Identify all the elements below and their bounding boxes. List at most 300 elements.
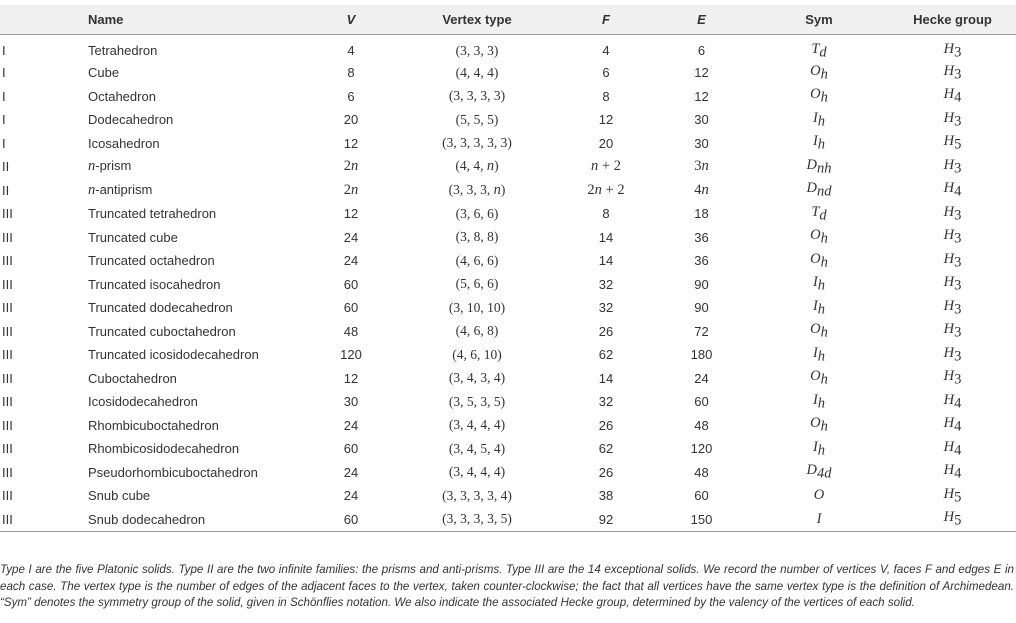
symmetry-subscript: h (817, 348, 826, 365)
solid-name-cell (88, 508, 306, 532)
table-row (0, 202, 1016, 226)
vertex-type-cell: (3, 3, 3, 3) (448, 88, 506, 104)
hecke-subscript: 5 (954, 136, 962, 153)
faces-cell: 6 (602, 65, 610, 81)
solid-type-cell: III (2, 276, 13, 292)
symmetry-cell (749, 108, 889, 132)
edges-cell: 90 (694, 276, 709, 292)
name-text: Cuboctahedron (88, 370, 177, 386)
hecke-subscript: 3 (954, 324, 962, 341)
vertices-cell: 120 (340, 347, 362, 363)
vertex-type-cell: (3, 8, 8) (455, 229, 499, 245)
solid-type-cell: I (2, 65, 6, 81)
hecke-cell (889, 179, 1016, 203)
edges-variable: n (701, 158, 709, 175)
hecke-cell (889, 320, 1016, 344)
symmetry-letter: O (810, 368, 821, 385)
faces-variable: n (591, 158, 599, 175)
vertices-cell: 24 (343, 229, 359, 245)
edges-cell: 60 (694, 488, 709, 504)
edges-cell: 60 (694, 394, 709, 410)
hecke-cell (889, 484, 1016, 508)
hecke-subscript: 3 (954, 113, 962, 130)
vertex-type-cell: (4, 6, 6) (455, 252, 499, 268)
symmetry-letter: I (812, 109, 818, 126)
table-row (0, 273, 1016, 297)
symmetry-subscript: h (820, 89, 828, 106)
faces-cell: 32 (598, 276, 614, 292)
column-header-hecke-group: Hecke group (913, 11, 992, 27)
symmetry-letter: O (813, 487, 825, 504)
hecke-cell (889, 34, 1016, 61)
hecke-cell (889, 367, 1016, 391)
hecke-subscript: 4 (954, 89, 962, 106)
faces-cell: 32 (598, 300, 614, 316)
table-row (0, 85, 1016, 109)
hecke-cell (889, 108, 1016, 132)
table-row (0, 437, 1016, 461)
solid-name-cell (88, 390, 306, 414)
faces-cell (558, 179, 654, 203)
polyhedra-table (0, 5, 1016, 532)
symmetry-subscript: h (820, 418, 828, 435)
hecke-subscript: 3 (954, 160, 962, 177)
solid-type-cell: I (2, 88, 6, 104)
vertex-type-suffix: ) (500, 181, 506, 197)
name-text: Dodecahedron (88, 112, 174, 128)
hecke-subscript: 3 (954, 66, 962, 83)
vertices-cell: 24 (343, 464, 359, 480)
edges-cell (654, 179, 749, 203)
vertices-cell: 12 (343, 370, 359, 386)
vertex-type-cell (396, 155, 558, 179)
name-variable: n (88, 158, 96, 175)
hecke-letter: H (943, 297, 955, 314)
vertices-cell: 30 (343, 394, 359, 410)
vertex-type-cell: (3, 3, 3) (455, 42, 499, 58)
symmetry-cell (749, 367, 889, 391)
symmetry-letter: O (810, 250, 821, 267)
column-header-faces: F (602, 11, 610, 27)
edges-cell: 48 (694, 464, 709, 480)
table-row (0, 155, 1016, 179)
faces-cell: 38 (598, 488, 614, 504)
hecke-letter: H (943, 109, 955, 126)
vertices-cell: 60 (343, 441, 359, 457)
hecke-subscript: 3 (954, 348, 962, 365)
symmetry-letter: I (812, 297, 818, 314)
symmetry-cell (749, 179, 889, 203)
symmetry-letter: O (810, 227, 821, 244)
solid-type-cell: III (2, 347, 13, 363)
vertex-type-variable: n (486, 158, 495, 175)
faces-cell: 14 (598, 229, 614, 245)
faces-cell (558, 155, 654, 179)
solid-type-cell: III (2, 253, 13, 269)
hecke-subscript: 4 (954, 465, 962, 482)
edges-variable: n (701, 181, 709, 198)
vertex-type-variable: n (493, 181, 501, 198)
symmetry-letter: T (811, 203, 820, 220)
symmetry-letter: O (810, 321, 821, 338)
symmetry-letter: I (816, 510, 822, 527)
name-text: Truncated isocahedron (88, 276, 221, 292)
name-text: Icosidodecahedron (88, 394, 198, 410)
symmetry-cell (749, 226, 889, 250)
table-row (0, 108, 1016, 132)
symmetry-cell (749, 155, 889, 179)
hecke-letter: H (943, 203, 955, 220)
faces-cell: 26 (598, 417, 614, 433)
hecke-cell (889, 85, 1016, 109)
symmetry-letter: O (810, 415, 821, 432)
symmetry-cell (749, 132, 889, 156)
symmetry-cell (749, 61, 889, 85)
faces-cell: 62 (598, 347, 614, 363)
vertices-coefficient: 2 (343, 158, 351, 175)
name-text: Pseudorhombicuboctahedron (88, 464, 258, 480)
column-header-edges: E (697, 11, 706, 27)
hecke-cell (889, 226, 1016, 250)
edges-coefficient: 3 (694, 158, 702, 175)
solid-name-cell (88, 461, 306, 485)
name-variable: n (88, 181, 96, 198)
edges-cell: 72 (694, 323, 709, 339)
hecke-subscript: 4 (954, 395, 962, 412)
vertex-type-cell: (5, 6, 6) (455, 276, 499, 292)
hecke-letter: H (943, 227, 955, 244)
hecke-letter: H (943, 462, 955, 479)
table-row (0, 367, 1016, 391)
hecke-letter: H (943, 344, 955, 361)
vertices-cell: 20 (343, 112, 359, 128)
symmetry-subscript: h (817, 277, 826, 294)
solid-type-cell: III (2, 229, 13, 245)
symmetry-subscript: h (820, 324, 828, 341)
column-header-name: Name (88, 11, 124, 27)
table-caption: Type I are the five Platonic solids. Type II are the two infinite families: the prisms and anti-prisms. Type III are the 14 exceptional solids. We record the number of vertices V, faces F and edges E in each case. The vertex type is the number of edges of the adjacent faces to the vertex, taken counter-clockwise; the fact that all vertices have the same vertex type is the definition of Archimedean. “Sym” denotes the symmetry group of the solid, given in Schönflies notation. We also indicate the associated Hecke group, determined by the valency of the vertices of each solid. (0, 563, 1014, 609)
vertices-cell: 48 (343, 323, 359, 339)
vertices-cell: 6 (347, 88, 355, 104)
hecke-letter: H (943, 86, 955, 103)
table-row (0, 61, 1016, 85)
vertices-variable: n (351, 181, 359, 198)
symmetry-subscript: h (817, 442, 826, 459)
vertex-type-cell: (3, 3, 3, 3, 4) (442, 487, 512, 503)
vertex-type-cell: (3, 4, 3, 4) (448, 370, 506, 386)
name-text: Cube (88, 65, 120, 81)
faces-cell: 92 (598, 511, 614, 527)
symmetry-subscript: nd (816, 183, 832, 200)
hecke-cell (889, 343, 1016, 367)
solid-type-cell: III (2, 441, 13, 457)
solid-name-cell (88, 132, 306, 156)
symmetry-subscript: d (819, 207, 827, 224)
name-text: Truncated octahedron (88, 253, 215, 269)
vertices-cell: 60 (343, 511, 359, 527)
hecke-letter: H (943, 156, 955, 173)
faces-cell: 12 (598, 112, 614, 128)
vertices-cell: 4 (347, 43, 355, 59)
symmetry-subscript: h (817, 113, 826, 130)
hecke-subscript: 5 (954, 512, 962, 529)
name-text: Rhombicosidodecahedron (88, 441, 240, 457)
faces-cell: 26 (598, 464, 614, 480)
symmetry-cell (749, 249, 889, 273)
hecke-cell (889, 61, 1016, 85)
solid-name-cell (88, 179, 306, 203)
vertices-cell (306, 179, 396, 203)
symmetry-letter: T (811, 40, 820, 57)
solid-type-cell: II (2, 159, 10, 175)
symmetry-subscript: h (817, 395, 826, 412)
vertices-cell: 24 (343, 253, 359, 269)
symmetry-cell (749, 343, 889, 367)
name-text: -antiprism (95, 181, 153, 197)
table-row (0, 226, 1016, 250)
table-row (0, 179, 1016, 203)
hecke-subscript: 3 (954, 371, 962, 388)
hecke-letter: H (943, 62, 955, 79)
symmetry-letter: I (812, 274, 818, 291)
faces-offset: + 2 (601, 181, 625, 198)
symmetry-subscript: nh (816, 160, 832, 177)
vertices-cell: 24 (343, 488, 359, 504)
symmetry-letter: D (806, 156, 817, 173)
name-text: Truncated icosidodecahedron (88, 347, 259, 363)
symmetry-cell (749, 390, 889, 414)
edges-cell: 36 (694, 229, 709, 245)
hecke-subscript: 3 (954, 277, 962, 294)
vertex-type-cell: (3, 3, 3, 3, 5) (442, 511, 512, 527)
solid-name-cell (88, 296, 306, 320)
hecke-subscript: 3 (954, 207, 962, 224)
solid-name-cell (88, 34, 306, 61)
symmetry-subscript: h (820, 66, 828, 83)
vertices-cell: 60 (343, 300, 359, 316)
table-header-row (0, 5, 1016, 34)
solid-name-cell (88, 202, 306, 226)
symmetry-subscript: d (819, 44, 827, 61)
name-text: Truncated cube (88, 229, 178, 245)
hecke-cell (889, 273, 1016, 297)
solid-name-cell (88, 273, 306, 297)
solid-name-cell (88, 108, 306, 132)
table-row (0, 343, 1016, 367)
solid-type-cell: III (2, 417, 13, 433)
symmetry-subscript: h (820, 254, 828, 271)
vertex-type-cell: (3, 6, 6) (455, 205, 499, 221)
solid-type-cell: III (2, 323, 13, 339)
symmetry-cell (749, 437, 889, 461)
hecke-letter: H (943, 250, 955, 267)
faces-offset: + 2 (598, 158, 621, 175)
solid-type-cell: I (2, 112, 6, 128)
symmetry-subscript: 4d (816, 465, 832, 482)
column-header-vertices: V (346, 11, 356, 27)
edges-coefficient: 4 (694, 181, 702, 198)
vertex-type-cell (396, 179, 558, 203)
vertex-type-cell: (3, 4, 4, 4) (448, 464, 506, 480)
solid-name-cell (88, 85, 306, 109)
symmetry-cell (749, 320, 889, 344)
hecke-letter: H (943, 485, 955, 502)
name-text: Snub cube (88, 488, 151, 504)
symmetry-cell (749, 484, 889, 508)
edges-cell: 30 (694, 135, 709, 151)
solid-name-cell (88, 437, 306, 461)
hecke-cell (889, 132, 1016, 156)
solid-type-cell: III (2, 394, 13, 410)
faces-cell: 8 (602, 206, 610, 222)
solid-type-cell: III (2, 370, 13, 386)
hecke-letter: H (943, 180, 955, 197)
faces-cell: 20 (598, 135, 614, 151)
solid-type-cell: II (2, 182, 10, 198)
solid-type-cell: I (2, 135, 6, 151)
column-header-type (0, 5, 88, 34)
symmetry-cell (749, 296, 889, 320)
vertex-type-cell: (5, 5, 5) (455, 111, 499, 127)
hecke-subscript: 3 (954, 44, 962, 61)
hecke-cell (889, 461, 1016, 485)
symmetry-letter: I (812, 344, 818, 361)
faces-cell: 14 (598, 253, 614, 269)
name-text: Rhombicuboctahedron (88, 417, 219, 433)
name-text: Octahedron (88, 88, 156, 104)
edges-cell: 18 (694, 206, 709, 222)
solid-name-cell (88, 320, 306, 344)
symmetry-letter: I (812, 438, 818, 455)
symmetry-cell (749, 273, 889, 297)
symmetry-letter: I (812, 391, 818, 408)
name-text: Tetrahedron (88, 43, 158, 59)
hecke-subscript: 3 (954, 254, 962, 271)
vertices-cell: 8 (347, 65, 355, 81)
solid-name-cell (88, 226, 306, 250)
hecke-letter: H (943, 391, 955, 408)
hecke-letter: H (943, 133, 955, 150)
vertex-type-cell: (3, 5, 3, 5) (448, 393, 506, 409)
vertices-cell: 12 (343, 135, 359, 151)
vertices-cell (306, 155, 396, 179)
table-row (0, 320, 1016, 344)
hecke-subscript: 4 (954, 442, 962, 459)
symmetry-cell (749, 461, 889, 485)
symmetry-letter: O (810, 86, 821, 103)
hecke-subscript: 3 (954, 301, 962, 318)
table-row (0, 484, 1016, 508)
faces-cell: 8 (602, 88, 610, 104)
vertex-type-cell: (3, 4, 4, 4) (448, 417, 506, 433)
table-row (0, 296, 1016, 320)
edges-cell: 180 (690, 347, 713, 363)
edges-cell: 12 (694, 65, 709, 81)
vertex-type-cell: (4, 6, 8) (455, 323, 499, 339)
faces-cell: 32 (598, 394, 614, 410)
solid-type-cell: III (2, 300, 13, 316)
table-row (0, 34, 1016, 61)
hecke-letter: H (943, 415, 955, 432)
name-text: Truncated dodecahedron (88, 300, 233, 316)
solid-name-cell (88, 61, 306, 85)
hecke-letter: H (943, 321, 955, 338)
table-row (0, 461, 1016, 485)
solid-name-cell (88, 249, 306, 273)
faces-coefficient: 2 (587, 181, 595, 198)
edges-cell: 150 (690, 511, 713, 527)
solid-type-cell: III (2, 488, 13, 504)
hecke-cell (889, 508, 1016, 532)
solid-type-cell: III (2, 464, 13, 480)
vertices-cell: 60 (343, 276, 359, 292)
hecke-subscript: 5 (954, 489, 962, 506)
edges-cell: 30 (694, 112, 709, 128)
faces-cell: 26 (598, 323, 614, 339)
table-row (0, 249, 1016, 273)
symmetry-letter: O (810, 62, 821, 79)
vertices-cell: 24 (343, 417, 359, 433)
symmetry-letter: D (806, 180, 817, 197)
symmetry-letter: I (812, 133, 818, 150)
hecke-letter: H (943, 508, 955, 525)
hecke-cell (889, 202, 1016, 226)
vertices-variable: n (351, 158, 359, 175)
hecke-subscript: 4 (954, 418, 962, 435)
symmetry-cell (749, 85, 889, 109)
vertex-type-prefix: (4, 4, (455, 158, 487, 174)
vertex-type-cell: (3, 4, 5, 4) (448, 440, 506, 456)
symmetry-cell (749, 34, 889, 61)
faces-variable: n (594, 181, 602, 198)
symmetry-letter: D (806, 462, 817, 479)
vertex-type-cell: (3, 3, 3, 3, 3) (442, 135, 512, 151)
hecke-cell (889, 437, 1016, 461)
solid-type-cell: I (2, 43, 6, 59)
name-text: Snub dodecahedron (88, 511, 206, 527)
edges-cell (654, 155, 749, 179)
table-row (0, 508, 1016, 532)
hecke-letter: H (943, 274, 955, 291)
edges-cell: 120 (690, 441, 713, 457)
hecke-cell (889, 414, 1016, 438)
hecke-cell (889, 296, 1016, 320)
symmetry-cell (749, 508, 889, 532)
edges-cell: 24 (694, 370, 709, 386)
vertex-type-cell: (4, 6, 10) (452, 346, 502, 362)
symmetry-subscript: h (820, 230, 828, 247)
table-row (0, 390, 1016, 414)
hecke-cell (889, 390, 1016, 414)
faces-cell: 62 (598, 441, 614, 457)
edges-cell: 90 (694, 300, 709, 316)
name-text: -prism (95, 158, 132, 174)
edges-cell: 12 (694, 88, 709, 104)
solid-name-cell (88, 343, 306, 367)
solid-type-cell: III (2, 206, 13, 222)
hecke-letter: H (943, 368, 955, 385)
vertex-type-cell: (4, 4, 4) (455, 64, 499, 80)
hecke-cell (889, 249, 1016, 273)
vertex-type-cell: (3, 10, 10) (448, 299, 506, 315)
symmetry-cell (749, 202, 889, 226)
solid-type-cell: III (2, 511, 13, 527)
table-body (0, 34, 1016, 531)
solid-name-cell (88, 414, 306, 438)
vertex-type-prefix: (3, 3, 3, (448, 181, 494, 197)
name-text: Truncated tetrahedron (88, 206, 217, 222)
symmetry-subscript: h (817, 301, 826, 318)
